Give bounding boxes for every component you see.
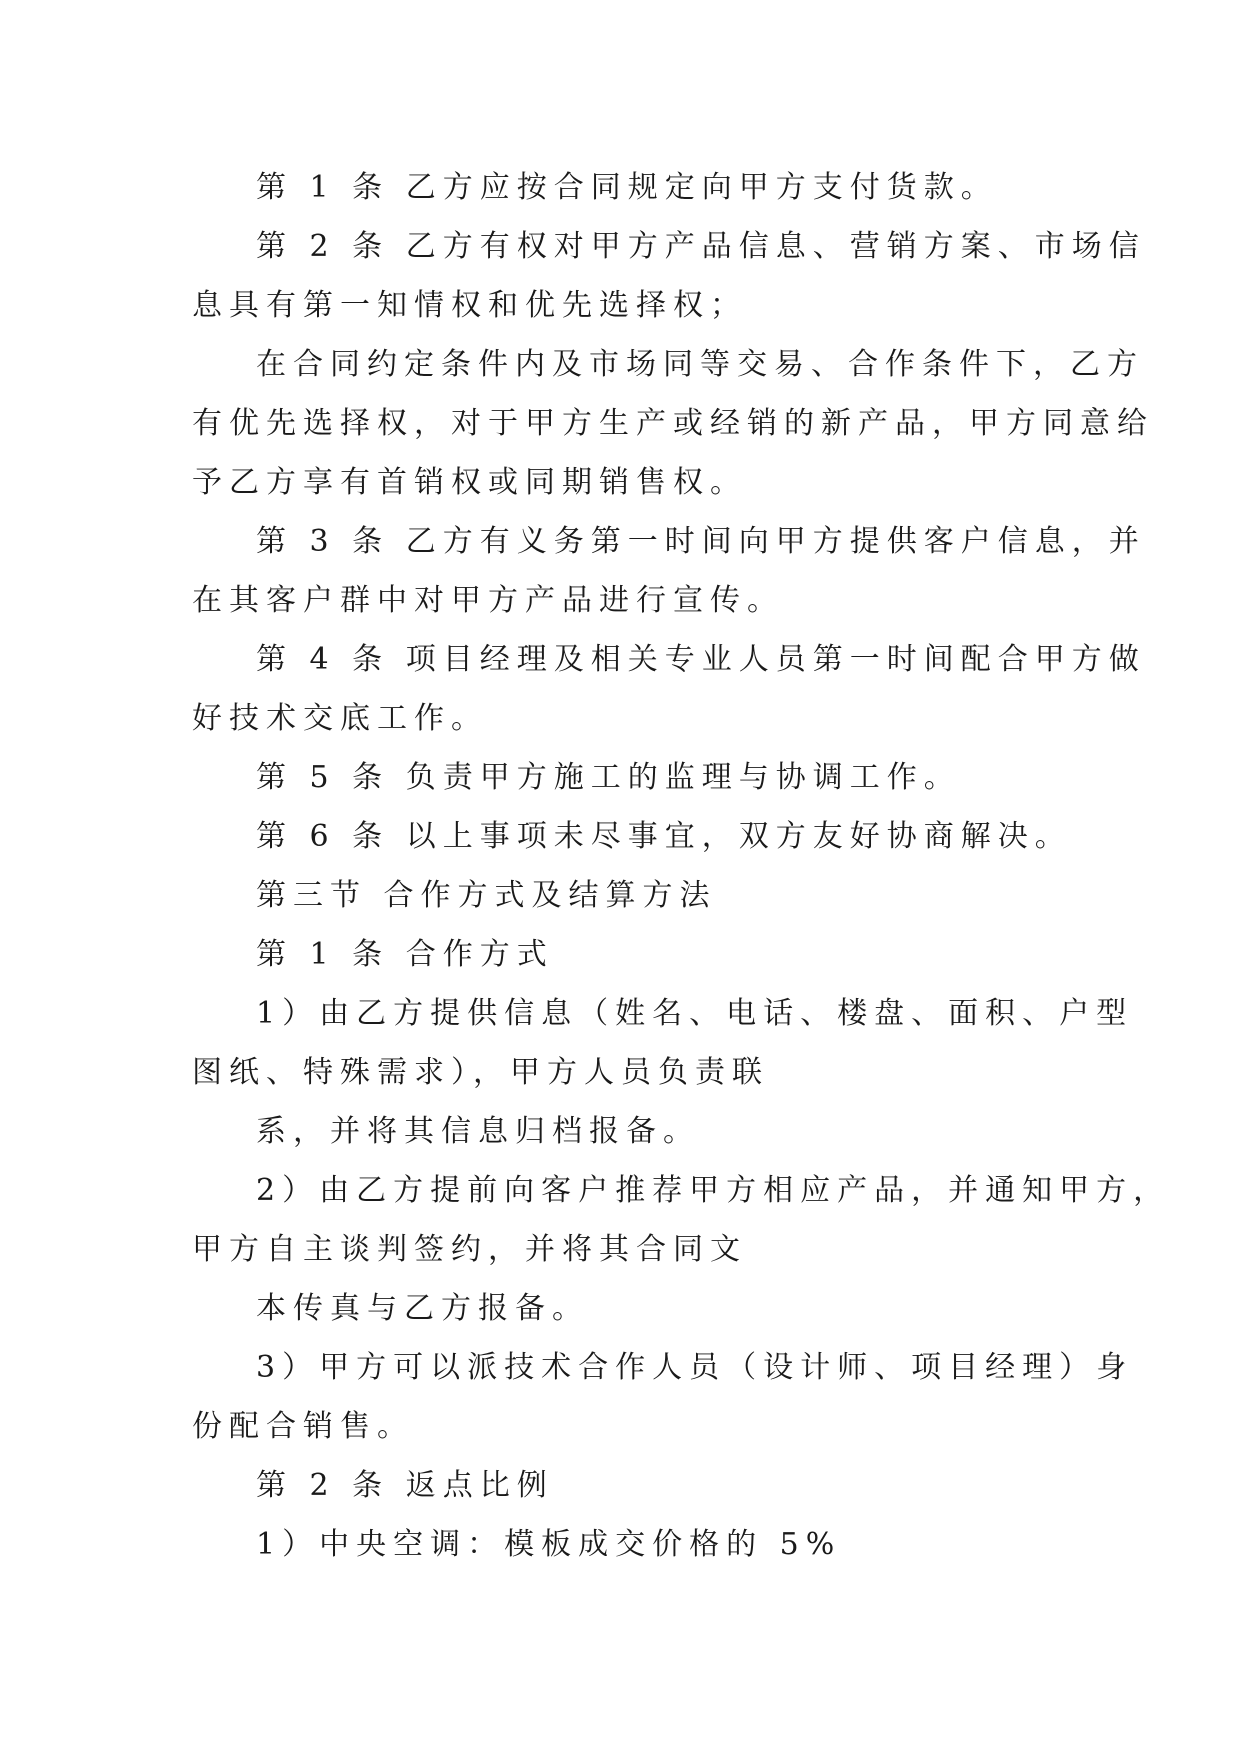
- text-line: 第 1 条 合作方式: [256, 937, 554, 972]
- text-line: 好技术交底工作。: [192, 701, 488, 736]
- text-line: 第 5 条 负责甲方施工的监理与协调工作。: [256, 760, 961, 795]
- text-line: 甲方自主谈判签约，并将其合同文: [192, 1232, 747, 1267]
- text-line: 图纸、特殊需求），甲方人员负责联: [192, 1055, 769, 1090]
- document-body: [192, 158, 1171, 1574]
- text-line: 3）甲方可以派技术合作人员（设计师、项目经理）身: [256, 1350, 1134, 1385]
- text-line: 本传真与乙方报备。: [256, 1291, 589, 1326]
- text-line: 在合同约定条件内及市场同等交易、合作条件下，乙方: [256, 347, 1144, 382]
- text-line: 1）中央空调：模板成交价格的 5%: [256, 1527, 842, 1562]
- text-line: 予乙方享有首销权或同期销售权。: [192, 465, 747, 500]
- text-line: 第 1 条 乙方应按合同规定向甲方支付货款。: [256, 170, 998, 205]
- text-line: 在其客户群中对甲方产品进行宣传。: [192, 583, 784, 618]
- text-line: 第 3 条 乙方有义务第一时间向甲方提供客户信息，并: [256, 524, 1146, 559]
- text-line: 第 2 条 返点比例: [256, 1468, 554, 1503]
- text-line: 2）由乙方提前向客户推荐甲方相应产品，并通知甲方，: [256, 1173, 1171, 1208]
- text-line: 息具有第一知情权和优先选择权；: [192, 288, 747, 323]
- section-heading: 第三节 合作方式及结算方法: [256, 878, 717, 913]
- text-line: 系，并将其信息归档报备。: [256, 1114, 700, 1149]
- text-line: 份配合销售。: [192, 1409, 414, 1444]
- text-line: 第 4 条 项目经理及相关专业人员第一时间配合甲方做: [256, 642, 1146, 677]
- text-line: 有优先选择权，对于甲方生产或经销的新产品，甲方同意给: [192, 406, 1154, 441]
- text-line: 1）由乙方提供信息（姓名、电话、楼盘、面积、户型: [256, 996, 1134, 1031]
- text-line: 第 6 条 以上事项未尽事宜，双方友好协商解决。: [256, 819, 1072, 854]
- text-line: 第 2 条 乙方有权对甲方产品信息、营销方案、市场信: [256, 229, 1146, 264]
